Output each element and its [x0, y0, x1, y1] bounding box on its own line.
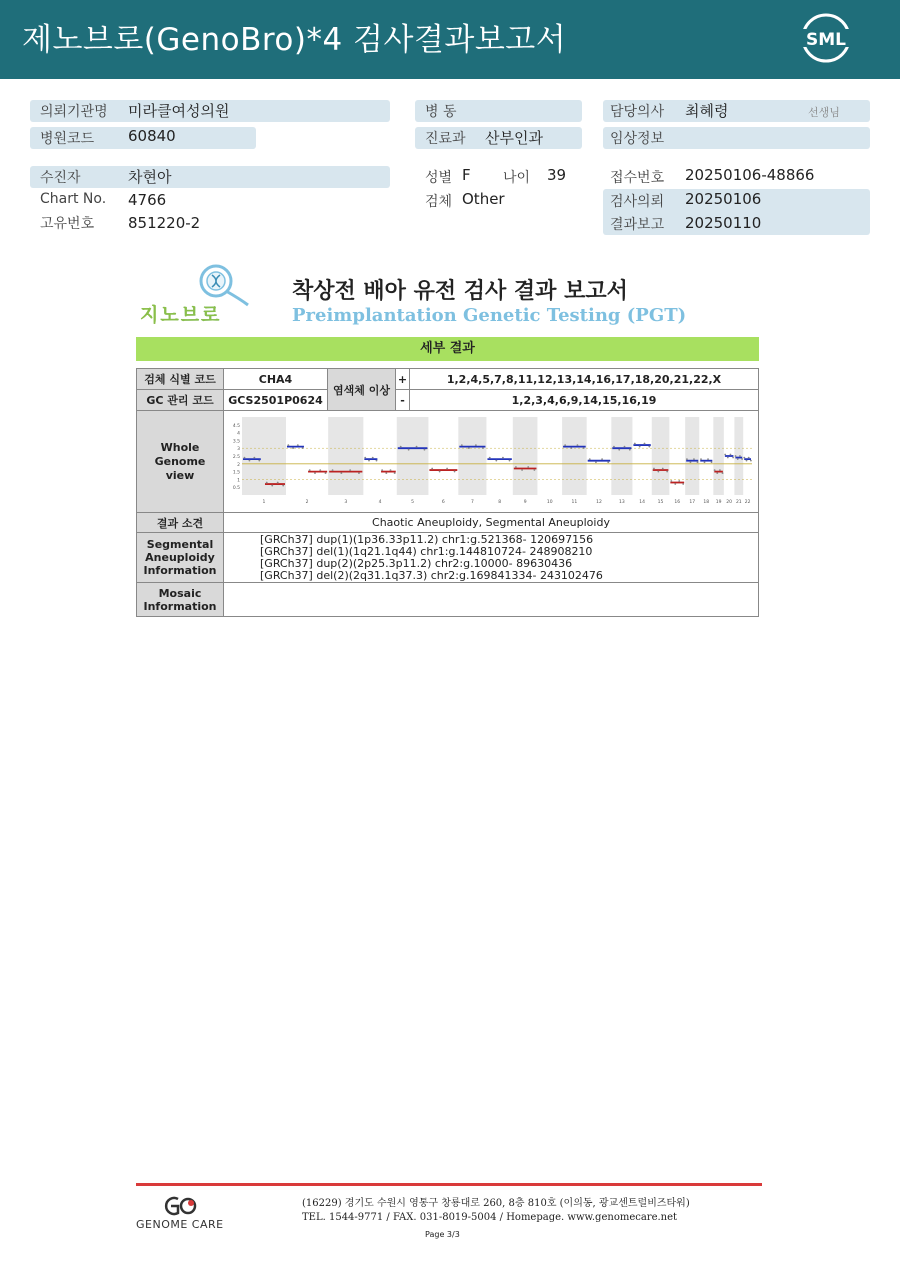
cn-point — [670, 480, 672, 482]
cn-point — [431, 468, 433, 470]
cn-point — [750, 460, 752, 462]
cn-point — [325, 472, 327, 474]
patient-row — [30, 166, 390, 188]
chart-value: 4766 — [128, 191, 167, 209]
chrom-band — [513, 417, 538, 495]
cn-point — [714, 469, 716, 471]
cn-point — [707, 458, 709, 460]
specimen-label: 검체 — [425, 194, 453, 210]
report-header — [0, 0, 900, 79]
age-label: 나이 — [503, 170, 531, 186]
x-tick-label: 8 — [498, 500, 502, 505]
chrom-band — [685, 417, 699, 495]
y-tick-label: 2.5 — [232, 455, 240, 460]
plus-value: 1,2,4,5,7,8,11,12,13,14,16,17,18,20,21,22,X — [410, 369, 759, 390]
footer-divider — [136, 1183, 762, 1186]
cn-point — [601, 458, 603, 460]
cn-point — [495, 460, 497, 462]
result-table — [136, 368, 759, 617]
cn-point — [381, 469, 383, 471]
segmental-item: [GRCh37] del(1)(1q21.1q44) chr1:g.144810724- 248908210 — [260, 544, 593, 558]
cn-point — [666, 471, 668, 473]
finding-value: Chaotic Aneuploidy, Segmental Aneuploidy — [224, 513, 759, 533]
cn-point — [570, 447, 572, 449]
x-tick-label: 20 — [726, 500, 733, 505]
cn-point — [340, 472, 342, 474]
cn-point — [644, 443, 646, 445]
finding-label: 결과 소견 — [137, 513, 224, 533]
request-label: 검사의뢰 — [610, 194, 665, 210]
chrom-band — [397, 417, 429, 495]
cn-point — [372, 457, 374, 459]
cn-point — [439, 471, 441, 473]
cn-point — [297, 444, 299, 446]
y-tick-label: 2 — [237, 462, 240, 468]
cn-point — [287, 444, 289, 446]
cn-point — [266, 482, 268, 484]
chrom-band — [713, 417, 724, 495]
cn-point — [589, 458, 591, 460]
whole-genome-chart — [226, 413, 756, 507]
cn-point — [607, 461, 609, 463]
cn-point — [624, 446, 626, 448]
cn-point — [690, 461, 692, 463]
chrom-band — [458, 417, 486, 495]
request-value: 20250106 — [685, 190, 762, 208]
institution-label: 의뢰기관명 — [40, 104, 108, 120]
receipt-label: 접수번호 — [610, 170, 665, 186]
x-tick-label: 15 — [657, 500, 664, 505]
x-tick-label: 3 — [344, 500, 348, 505]
cn-point — [376, 460, 378, 462]
x-tick-label: 10 — [546, 500, 553, 505]
dept-value: 산부인과 — [485, 129, 543, 147]
genome-care-logo-icon — [158, 1195, 202, 1217]
cn-point — [502, 457, 504, 459]
chrom-band — [611, 417, 632, 495]
y-tick-label: 3 — [237, 447, 240, 453]
cn-point — [704, 461, 706, 463]
unique-value: 851220-2 — [128, 214, 201, 232]
x-tick-label: 19 — [715, 500, 722, 505]
chrom-band — [328, 417, 363, 495]
cn-point — [271, 485, 273, 487]
cn-point — [390, 469, 392, 471]
sml-logo-text: SML — [806, 30, 846, 50]
cn-point — [364, 457, 366, 459]
cn-point — [515, 466, 517, 468]
minus-sign: - — [396, 390, 410, 411]
cn-point — [468, 447, 470, 449]
cn-point — [724, 454, 726, 456]
report-title: 착상전 배아 유전 검사 결과 보고서 — [292, 279, 628, 304]
report-date-value: 20250110 — [685, 214, 762, 232]
x-tick-label: 16 — [674, 500, 681, 505]
y-tick-label: 1.5 — [232, 470, 240, 476]
cn-point — [424, 449, 426, 451]
x-tick-label: 6 — [441, 500, 445, 505]
clinical-label: 임상정보 — [610, 131, 665, 147]
cn-point — [697, 461, 699, 463]
x-tick-label: 11 — [571, 500, 578, 505]
cn-point — [309, 469, 311, 471]
cn-point — [583, 447, 585, 449]
cn-point — [743, 457, 745, 459]
sample-id-value: CHA4 — [224, 369, 328, 390]
cn-point — [678, 480, 680, 482]
minus-value: 1,2,3,4,6,9,14,15,16,19 — [410, 390, 759, 411]
cn-point — [454, 471, 456, 473]
footer-address — [302, 1197, 690, 1225]
address-line: (16229) 경기도 수원시 영통구 창룡대로 260, 8층 810호 (이의동, 광교센트럴비즈타워) — [302, 1198, 690, 1209]
y-tick-label: 4 — [237, 431, 240, 437]
segmental-item: [GRCh37] dup(1)(1p36.33p11.2) chr1:g.521368- 120697156 — [260, 532, 594, 546]
cn-point — [577, 444, 579, 446]
page-title: 제노브로(GenoBro)*4 검사결과보고서 — [22, 22, 567, 58]
gc-label: GC 관리 코드 — [137, 390, 224, 411]
cn-point — [719, 469, 721, 471]
doctor-suffix: 선생님 — [808, 106, 840, 119]
cn-point — [385, 472, 387, 474]
x-tick-label: 1 — [262, 500, 266, 505]
cn-point — [564, 444, 566, 446]
unique-label: 고유번호 — [40, 216, 95, 232]
cn-point — [302, 447, 304, 449]
cn-point — [748, 457, 750, 459]
cn-point — [693, 458, 695, 460]
section-header: 세부 결과 — [136, 337, 759, 361]
x-tick-label: 12 — [596, 500, 602, 505]
cn-point — [741, 458, 743, 460]
dept-label: 진료과 — [425, 131, 466, 147]
sample-id-label: 검체 식별 코드 — [137, 369, 224, 390]
hospital-code-value: 60840 — [128, 127, 176, 145]
cn-point — [408, 449, 410, 451]
x-tick-label: 22 — [744, 500, 751, 505]
segmental-list — [224, 533, 759, 583]
cn-point — [358, 472, 360, 474]
genobro-brand — [140, 300, 221, 327]
cn-point — [416, 446, 418, 448]
segmental-label: Segmental Aneuploidy Information — [137, 533, 224, 583]
cn-point — [249, 460, 251, 462]
cn-point — [368, 460, 370, 462]
cn-point — [657, 471, 659, 473]
segmental-item: [GRCh37] del(2)(2q31.1q37.3) chr2:g.169841334- 243102476 — [260, 568, 603, 582]
cn-point — [282, 485, 284, 487]
cn-point — [686, 458, 688, 460]
cn-point — [613, 446, 615, 448]
cn-point — [730, 454, 732, 456]
wg-chart-cell — [224, 411, 759, 513]
age-value: 39 — [547, 166, 567, 184]
x-tick-label: 7 — [470, 500, 474, 505]
hospital-code-label: 병원코드 — [40, 131, 95, 147]
company-name: GENOME CARE — [136, 1218, 224, 1231]
cn-point — [489, 457, 491, 459]
cn-point — [394, 472, 396, 474]
cn-point — [332, 469, 334, 471]
x-tick-label: 13 — [618, 500, 625, 505]
cn-point — [700, 458, 702, 460]
cn-point — [244, 457, 246, 459]
patient-label: 수진자 — [40, 170, 81, 186]
cn-point — [475, 444, 477, 446]
chrom-band — [562, 417, 587, 495]
cn-point — [527, 466, 529, 468]
x-tick-label: 18 — [703, 500, 710, 505]
report-date-label: 결과보고 — [610, 217, 665, 233]
chrom-band — [652, 417, 670, 495]
x-tick-label: 2 — [305, 500, 309, 505]
y-tick-label: 0.5 — [232, 486, 240, 492]
cn-point — [746, 460, 748, 462]
cn-point — [400, 446, 402, 448]
x-tick-label: 14 — [639, 500, 645, 505]
cn-point — [595, 461, 597, 463]
plus-sign: + — [396, 369, 410, 390]
specimen-value: Other — [462, 190, 505, 208]
mosaic-label: Mosaic Information — [137, 583, 224, 617]
patient-value: 차현아 — [128, 168, 172, 186]
cn-point — [653, 468, 655, 470]
chrom-label: 염색체 이상 — [328, 369, 396, 411]
y-tick-label: 3.5 — [232, 439, 240, 445]
sex-value: F — [462, 166, 471, 184]
x-tick-label: 4 — [378, 500, 382, 505]
cn-point — [461, 444, 463, 446]
cn-point — [737, 458, 739, 460]
x-tick-label: 21 — [735, 500, 742, 505]
cn-point — [509, 460, 511, 462]
cn-point — [349, 469, 351, 471]
institution-value: 미라클여성의원 — [128, 102, 230, 120]
sml-logo — [800, 12, 852, 64]
cn-point — [319, 469, 321, 471]
cn-point — [722, 472, 724, 474]
ward-label: 병 동 — [425, 104, 457, 120]
cn-point — [253, 457, 255, 459]
doctor-label: 담당의사 — [610, 104, 665, 120]
cn-point — [277, 482, 279, 484]
cn-point — [634, 443, 636, 445]
cn-point — [648, 446, 650, 448]
cn-point — [314, 472, 316, 474]
cn-point — [639, 446, 641, 448]
cn-point — [618, 449, 620, 451]
receipt-value: 20250106-48866 — [685, 166, 815, 184]
y-tick-label: 1 — [237, 478, 240, 484]
cn-point — [446, 468, 448, 470]
cn-point — [682, 483, 684, 485]
cn-point — [258, 460, 260, 462]
cn-point — [662, 468, 664, 470]
x-tick-label: 5 — [411, 500, 415, 505]
wg-label: Whole Genome view — [137, 411, 224, 513]
chart-label: Chart No. — [40, 191, 107, 207]
y-tick-label: 4.5 — [232, 423, 240, 429]
segmental-item: [GRCh37] dup(2)(2p25.3p11.2) chr2:g.10000- 89630436 — [260, 556, 573, 570]
cn-point — [735, 455, 737, 457]
x-tick-label: 9 — [523, 500, 527, 505]
cn-point — [711, 461, 713, 463]
report-subtitle: Preimplantation Genetic Testing (PGT) — [292, 305, 687, 326]
sex-label: 성별 — [425, 170, 453, 186]
cn-point — [739, 455, 741, 457]
cn-point — [732, 457, 734, 459]
cn-point — [629, 449, 631, 451]
cn-point — [482, 447, 484, 449]
mosaic-value — [224, 583, 759, 617]
genobro-brand-text: 지노브로 — [140, 304, 222, 326]
cn-point — [716, 472, 718, 474]
cn-point — [674, 483, 676, 485]
cn-point — [521, 469, 523, 471]
gc-value: GCS2501P0624 — [224, 390, 328, 411]
cn-point — [292, 447, 294, 449]
cn-point — [727, 457, 729, 459]
contact-line: TEL. 1544-9771 / FAX. 031-8019-5004 / Homepage. www.genomecare.net — [302, 1212, 678, 1223]
page-number: Page 3/3 — [425, 1230, 460, 1239]
cn-point — [533, 469, 535, 471]
doctor-value: 최혜령 — [685, 102, 729, 120]
x-tick-label: 17 — [689, 500, 696, 505]
